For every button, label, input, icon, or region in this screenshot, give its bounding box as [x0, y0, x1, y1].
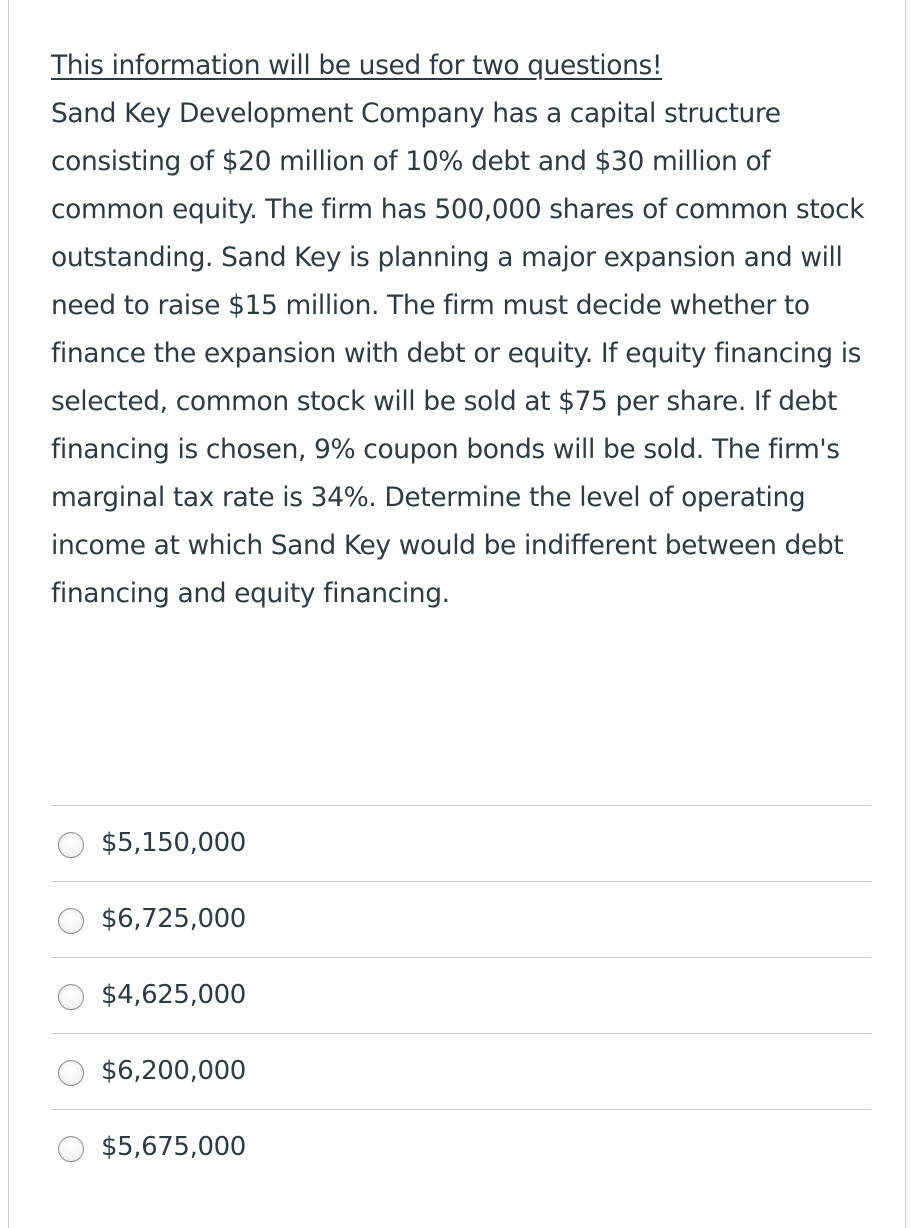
answer-option[interactable]	[51, 805, 871, 881]
radio-button[interactable]	[58, 1060, 84, 1086]
answer-label: $5,675,000	[101, 1132, 246, 1162]
question-card	[8, 0, 906, 1228]
answer-option[interactable]	[51, 957, 871, 1033]
answer-option[interactable]	[51, 881, 871, 957]
question-heading: This information will be used for two questions!	[51, 50, 663, 81]
radio-button[interactable]	[58, 984, 84, 1010]
answer-label: $5,150,000	[101, 828, 246, 858]
answer-list	[51, 805, 871, 1185]
radio-button[interactable]	[58, 1136, 84, 1162]
answer-label: $6,200,000	[101, 1056, 246, 1086]
question-body: Sand Key Development Company has a capital structure consisting of $20 million of 10% debt and $30 million of common equity. The firm has 500,000 shares of common stock outstanding. Sand Key is planning a major expansion and will need to raise $15 million. The firm must decide whether to finance the expansion with debt or equity. If equity financing is selected, common stock will be sold at $75 per share. If debt financing is chosen, 9% coupon bonds will be sold. The firm's marginal tax rate is 34%. Determine the level of operating income at which Sand Key would be indifferent between debt financing and equity financing.	[51, 98, 865, 609]
answer-label: $6,725,000	[101, 904, 246, 934]
answer-option[interactable]	[51, 1109, 871, 1185]
radio-button[interactable]	[58, 908, 84, 934]
question-text	[51, 42, 881, 618]
radio-button[interactable]	[58, 832, 84, 858]
answer-option[interactable]	[51, 1033, 871, 1109]
answer-label: $4,625,000	[101, 980, 246, 1010]
